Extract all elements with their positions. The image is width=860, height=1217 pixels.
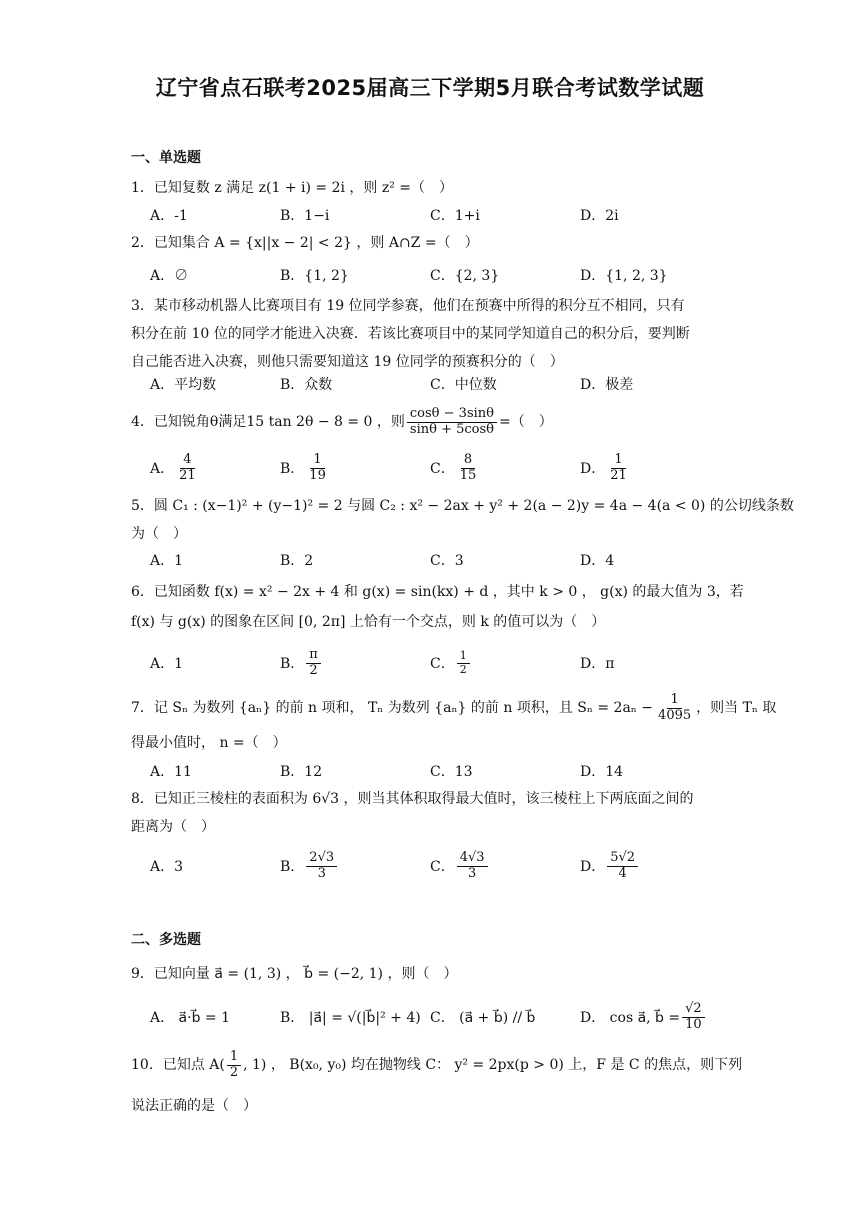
fraction-denominator: 19 (309, 467, 326, 483)
option-b[interactable] (280, 845, 339, 887)
question-7-tail: ，则当 Tₙ 取 (696, 700, 777, 716)
option-a[interactable]: A．11 (150, 764, 192, 780)
option-a[interactable]: A．平均数 (150, 377, 217, 393)
option-label: B． (280, 461, 305, 477)
option-c[interactable]: C．中位数 (430, 377, 497, 393)
option-c[interactable]: C．13 (430, 764, 473, 780)
option-fraction (682, 1002, 705, 1033)
fraction-denominator: 21 (179, 467, 196, 483)
question-3-line-1: 3．某市移动机器人比赛项目有 19 位同学参赛，他们在预赛中所得的积分互不相同，只有 (131, 298, 685, 314)
option-fraction (306, 851, 337, 882)
option-c[interactable]: C．1+i (430, 208, 480, 224)
option-a[interactable]: A．3 (150, 859, 184, 875)
option-a[interactable]: A．∅ (150, 268, 189, 284)
option-c[interactable] (430, 643, 472, 683)
option-fraction (457, 650, 470, 676)
option-c[interactable]: C． (a⃗ + b⃗) // b⃗ (430, 1010, 536, 1026)
question-5-line-2: 为（ ） (131, 526, 187, 542)
fraction-numerator: cosθ − 3sinθ (407, 407, 497, 423)
option-fraction (306, 453, 329, 484)
option-d[interactable]: D．14 (580, 764, 624, 780)
question-10-tail: , 1) ， B(x₀, y₀) 均在抛物线 C： y² = 2px(p > 0) 上，F 是 C 的焦点，则下列 (243, 1057, 743, 1073)
question-5 (131, 492, 794, 548)
question-3-line-3: 自己能否进入决赛，则他只需要知道这 19 位同学的预赛积分的（ ） (131, 354, 564, 370)
question-3 (131, 292, 731, 376)
fraction-denominator: 15 (459, 467, 477, 483)
option-c[interactable]: C．{2, 3} (430, 268, 500, 284)
fraction-numerator: 4√3 (457, 851, 488, 867)
option-fraction (306, 648, 321, 679)
option-d[interactable]: D．{1, 2, 3} (580, 268, 668, 284)
option-label: D． cos a⃗, b⃗ = (580, 1010, 681, 1026)
question-4-stem: 4．已知锐角θ满足15 tan 2θ − 8 = 0 ，则 (131, 414, 405, 430)
fraction-numerator: 8 (461, 453, 475, 469)
question-4-fraction (407, 407, 497, 438)
question-10 (131, 1044, 743, 1086)
fraction-denominator: sinθ + 5cosθ (409, 421, 494, 437)
question-4 (131, 402, 731, 442)
option-d[interactable] (580, 996, 707, 1038)
fraction-denominator: 4 (618, 865, 627, 881)
question-9-options (150, 996, 730, 1038)
question-10-fraction (227, 1050, 241, 1081)
fraction-denominator: 3 (467, 865, 477, 881)
option-c[interactable]: C．3 (430, 553, 464, 569)
question-6 (131, 578, 744, 636)
question-8-line-2: 距离为（ ） (131, 819, 215, 835)
option-fraction (457, 851, 488, 882)
fraction-numerator: 1 (667, 693, 681, 709)
section-multiple-choice: 二、多选题 (131, 932, 201, 948)
fraction-numerator: 1 (310, 453, 324, 469)
question-7 (131, 688, 777, 728)
question-8 (131, 785, 731, 841)
option-d[interactable]: D．极差 (580, 377, 634, 393)
question-6-options (150, 643, 730, 683)
option-a[interactable]: A．1 (150, 553, 184, 569)
option-d[interactable]: D．4 (580, 553, 615, 569)
fraction-denominator: 2 (459, 662, 467, 676)
question-10-line-2: 说法正确的是（ ） (131, 1098, 257, 1114)
question-7-stem: 7．记 Sₙ 为数列 {aₙ} 的前 n 项和， Tₙ 为数列 {aₙ} 的前 n 项积，且 Sₙ = 2aₙ − (131, 700, 654, 716)
option-label: C． (430, 461, 455, 477)
fraction-numerator: 1 (227, 1050, 241, 1066)
fraction-numerator: 4 (180, 453, 194, 469)
question-3-line-2: 积分在前 10 位的同学才能进入决赛．若该比赛项目中的某同学知道自己的积分后，要判断 (131, 326, 690, 342)
option-d[interactable]: D．2i (580, 208, 619, 224)
section-single-choice: 一、单选题 (131, 150, 201, 166)
fraction-numerator: 5√2 (607, 851, 638, 867)
question-7-fraction (655, 693, 694, 724)
fraction-denominator: 4095 (658, 707, 692, 723)
option-b[interactable] (280, 448, 331, 488)
option-b[interactable] (280, 643, 323, 683)
option-fraction (607, 851, 638, 882)
question-1 (131, 174, 731, 202)
option-b[interactable]: B． |a⃗| = √(|b⃗|² + 4) (280, 1010, 421, 1026)
fraction-denominator: 2 (309, 662, 318, 678)
question-6-line-1: 6．已知函数 f(x) = x² − 2x + 4 和 g(x) = sin(kx) + d ，其中 k > 0 ， g(x) 的最大值为 3，若 (131, 584, 744, 600)
question-3-options (150, 370, 730, 398)
question-1-text: 1．已知复数 z 满足 z(1 + i) = 2i ，则 z² =（ ） (131, 180, 454, 196)
question-4-tail: =（ ） (498, 414, 553, 430)
question-10-continued (131, 1092, 731, 1120)
question-10-stem: 10．已知点 A( (131, 1057, 225, 1073)
question-4-options (150, 448, 730, 488)
option-fraction (176, 453, 199, 484)
option-label: D． (580, 859, 606, 875)
question-2 (131, 229, 731, 257)
question-8-options (150, 845, 730, 887)
option-label: B． (280, 859, 305, 875)
question-1-options (150, 201, 730, 229)
fraction-numerator: 2√3 (306, 851, 337, 867)
fraction-numerator: √2 (682, 1002, 705, 1018)
option-d[interactable] (580, 845, 640, 887)
question-7-continued (131, 729, 731, 757)
option-d[interactable]: D．π (580, 656, 615, 672)
fraction-numerator: π (306, 648, 321, 664)
option-c[interactable] (430, 448, 481, 488)
option-fraction (457, 453, 480, 484)
option-label: B． (280, 656, 305, 672)
option-label: A． (150, 461, 175, 477)
fraction-denominator: 21 (610, 467, 627, 483)
option-a[interactable]: A．1 (150, 656, 184, 672)
question-9-text: 9．已知向量 a⃗ = (1, 3) ， b⃗ = (−2, 1) ，则（ ） (131, 966, 458, 982)
question-7-line-2: 得最小值时， n =（ ） (131, 735, 287, 751)
option-fraction (607, 453, 630, 484)
question-8-line-1: 8．已知正三棱柱的表面积为 6√3 ，则当其体积取得最大值时，该三棱柱上下两底面之间的 (131, 791, 694, 807)
fraction-denominator: 3 (317, 865, 326, 881)
option-label: C． (430, 656, 455, 672)
fraction-denominator: 2 (229, 1064, 239, 1080)
option-label: C． (430, 859, 455, 875)
fraction-numerator: 1 (457, 650, 470, 664)
option-c[interactable] (430, 845, 490, 887)
question-9 (131, 960, 731, 988)
question-2-options (150, 261, 730, 289)
option-b[interactable]: B．1−i (280, 208, 330, 224)
option-b[interactable]: B．{1, 2} (280, 268, 349, 284)
question-5-options (150, 546, 730, 574)
option-d[interactable] (580, 448, 632, 488)
fraction-numerator: 1 (611, 453, 625, 469)
page-title: 辽宁省点石联考2025届高三下学期5月联合考试数学试题 (155, 76, 705, 100)
option-label: D． (580, 461, 606, 477)
fraction-denominator: 10 (685, 1016, 702, 1032)
question-7-options (150, 757, 730, 785)
option-a[interactable] (150, 448, 201, 488)
option-b[interactable]: B．12 (280, 764, 323, 780)
option-a[interactable]: A．-1 (150, 208, 188, 224)
option-b[interactable]: B．2 (280, 553, 314, 569)
question-2-text: 2．已知集合 A = {x||x − 2| < 2} ，则 A∩Z =（ ） (131, 235, 479, 251)
option-b[interactable]: B．众数 (280, 377, 333, 393)
question-6-line-2: f(x) 与 g(x) 的图象在区间 [0, 2π] 上恰有一个交点，则 k 的值可以为（ ） (131, 614, 606, 630)
option-a[interactable]: A． a⃗·b⃗ = 1 (150, 1010, 231, 1026)
question-5-line-1: 5．圆 C₁ : (x−1)² + (y−1)² = 2 与圆 C₂ : x² − 2ax + y² + 2(a − 2)y = 4a − 4(a < 0) 的公切线条数 (131, 498, 794, 514)
